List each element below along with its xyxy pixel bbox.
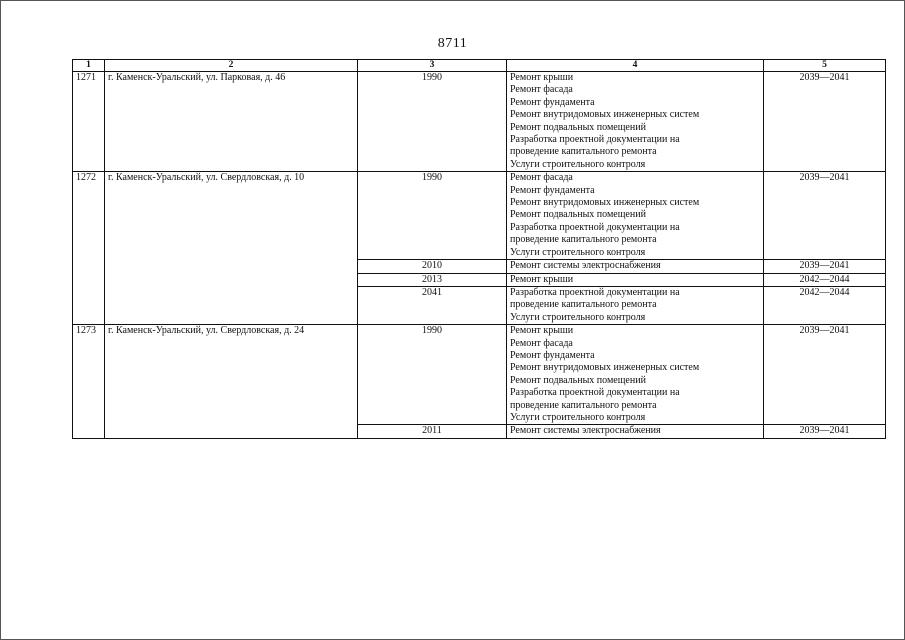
entry-address: г. Каменск-Уральский, ул. Парковая, д. 46 [105, 72, 358, 172]
group-period: 2039—2041 [764, 72, 886, 172]
group-year: 1990 [358, 72, 507, 172]
group-works [507, 286, 764, 324]
column-header-4: 4 [507, 60, 764, 72]
entry-number: 1273 [73, 325, 105, 439]
work-item: Ремонт фундамента [510, 184, 595, 196]
table-body [73, 72, 886, 439]
work-item: проведение капитального ремонта [510, 146, 657, 158]
work-item: Ремонт фасада [510, 337, 573, 349]
group-year: 1990 [358, 325, 507, 425]
work-item: Ремонт фундамента [510, 96, 595, 108]
group-period: 2042—2044 [764, 286, 886, 324]
header-row [73, 60, 886, 72]
group-year: 2041 [358, 286, 507, 324]
work-item: Ремонт крыши [510, 273, 574, 285]
group-year: 2013 [358, 273, 507, 286]
group-year: 2011 [358, 425, 507, 438]
group-works [507, 260, 764, 273]
table-header [73, 60, 886, 72]
entry-address: г. Каменск-Уральский, ул. Свердловская, д. 10 [105, 172, 358, 325]
work-item: Ремонт системы электроснабжения [510, 260, 661, 272]
group-period: 2042—2044 [764, 273, 886, 286]
work-item: проведение капитального ремонта [510, 234, 657, 246]
work-item: Ремонт подвальных помещений [510, 374, 646, 386]
group-works [507, 325, 764, 425]
group-works [507, 72, 764, 172]
work-item: Ремонт внутридомовых инженерных систем [510, 362, 700, 374]
entry-number: 1271 [73, 72, 105, 172]
table-row [73, 172, 886, 260]
work-item: проведение капитального ремонта [510, 299, 657, 311]
work-item: Ремонт фасада [510, 84, 573, 96]
work-item: Ремонт фасада [510, 172, 573, 184]
work-item: Ремонт подвальных помещений [510, 121, 646, 133]
page-number: 8711 [437, 36, 468, 51]
work-item: Услуги строительного контроля [510, 158, 646, 170]
work-item: Ремонт внутридомовых инженерных систем [510, 109, 700, 121]
group-year: 1990 [358, 172, 507, 260]
repair-schedule-table [72, 59, 886, 439]
group-period: 2039—2041 [764, 172, 886, 260]
work-item: проведение капитального ремонта [510, 399, 657, 411]
group-works [507, 172, 764, 260]
table-row [73, 325, 886, 425]
work-item: Услуги строительного контроля [510, 411, 646, 423]
work-item: Разработка проектной документации на [510, 221, 680, 233]
table-row [73, 72, 886, 172]
entry-address: г. Каменск-Уральский, ул. Свердловская, д. 24 [105, 325, 358, 439]
group-works [507, 273, 764, 286]
work-item: Услуги строительного контроля [510, 311, 646, 323]
column-header-3: 3 [358, 60, 507, 72]
work-item: Разработка проектной документации на [510, 387, 680, 399]
column-header-5: 5 [764, 60, 886, 72]
work-item: Разработка проектной документации на [510, 286, 680, 298]
work-item: Ремонт фундамента [510, 349, 595, 361]
group-year: 2010 [358, 260, 507, 273]
group-period: 2039—2041 [764, 325, 886, 425]
group-period: 2039—2041 [764, 260, 886, 273]
group-period: 2039—2041 [764, 425, 886, 438]
work-item: Ремонт внутридомовых инженерных систем [510, 197, 700, 209]
entry-number: 1272 [73, 172, 105, 325]
column-header-2: 2 [105, 60, 358, 72]
work-item: Услуги строительного контроля [510, 246, 646, 258]
work-item: Ремонт системы электроснабжения [510, 425, 661, 437]
work-item: Разработка проектной документации на [510, 134, 680, 146]
work-item: Ремонт крыши [510, 72, 574, 83]
group-works [507, 425, 764, 438]
work-item: Ремонт крыши [510, 325, 574, 337]
work-item: Ремонт подвальных помещений [510, 209, 646, 221]
column-header-1: 1 [73, 60, 105, 72]
